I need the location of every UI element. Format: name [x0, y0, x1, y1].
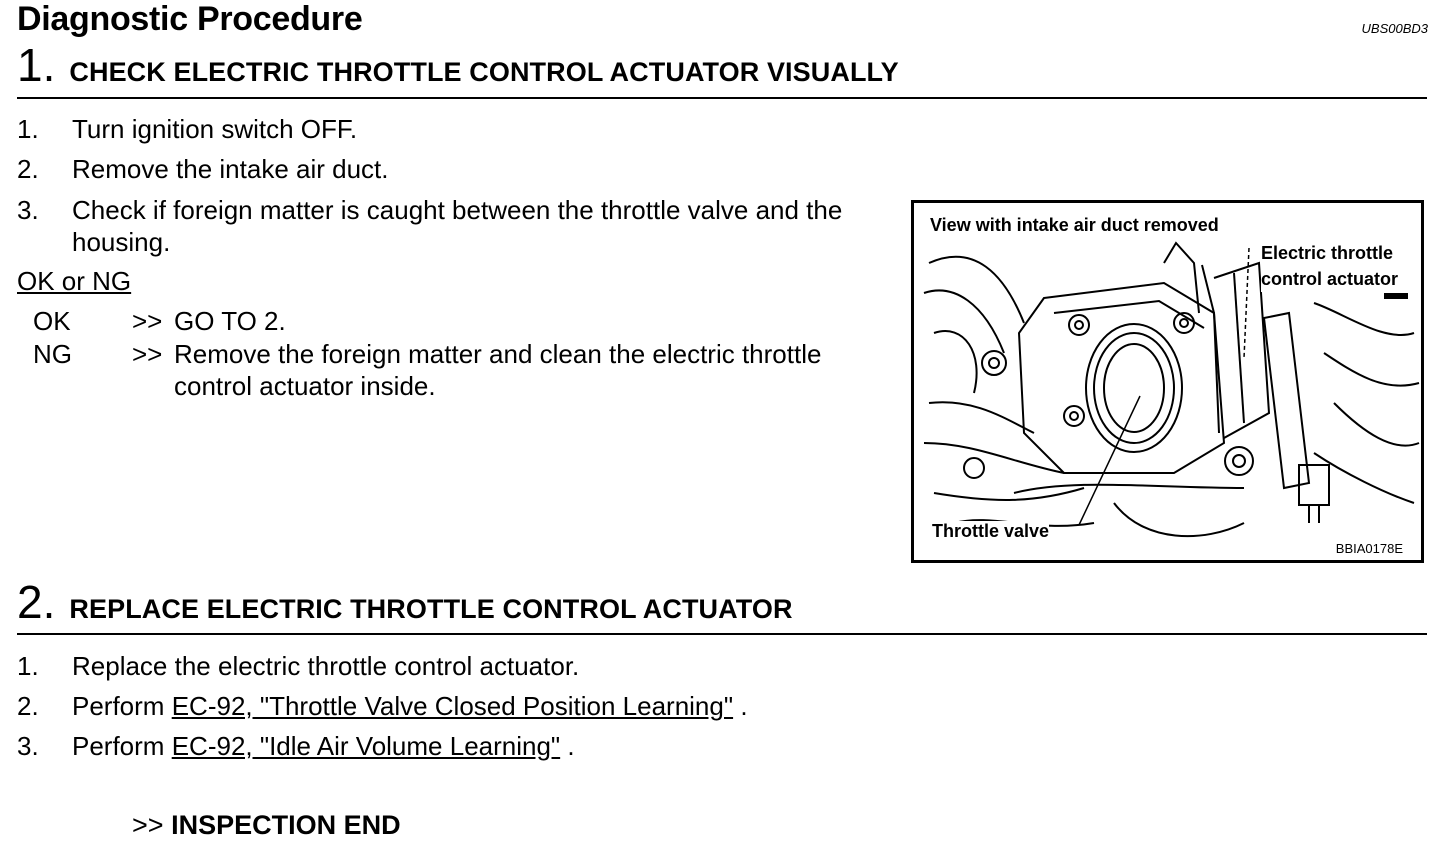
list-item [17, 194, 902, 258]
list-item-text: Check if foreign matter is caught between the throttle valve and the housing. [72, 195, 843, 257]
list-item-number: 2. [17, 691, 39, 721]
divider [17, 97, 1427, 99]
list-item-suffix: . [740, 691, 748, 721]
step-1-number: 1. [17, 39, 56, 91]
list-item-text: Remove the intake air duct. [72, 154, 389, 184]
result-key: NG [33, 339, 72, 369]
result-ok [33, 305, 914, 337]
divider [17, 633, 1427, 635]
result-text: Remove the foreign matter and clean the electric throttle control actuator inside. [174, 339, 822, 401]
figure-code: BBIA0178E [1335, 541, 1403, 556]
list-item-number: 2. [17, 154, 39, 184]
result-arrow: >> [132, 306, 163, 336]
throttle-valve-callout-label: Throttle valve [932, 521, 1050, 541]
throttle-body-illustration [911, 200, 1424, 563]
inspection-end [132, 810, 401, 841]
list-item-text: Turn ignition switch OFF. [72, 114, 358, 144]
list-item-text: Perform [72, 731, 165, 761]
step-2-number: 2. [17, 576, 56, 628]
list-item [17, 690, 748, 722]
figure-caption: View with intake air duct removed [930, 215, 1219, 235]
document-code: UBS00BD3 [1361, 21, 1428, 36]
list-item [17, 730, 575, 762]
step-1-heading [17, 39, 899, 91]
end-text: INSPECTION END [171, 810, 401, 840]
list-item [17, 153, 389, 185]
step-2-heading [17, 576, 793, 628]
list-item-text: Replace the electric throttle control actuator. [72, 651, 580, 681]
ec-92-idle-air-volume-learning-link[interactable]: EC-92, "Idle Air Volume Learning" [171, 731, 561, 761]
page-title: Diagnostic Procedure [17, 0, 363, 38]
list-item-number: 1. [17, 114, 39, 144]
step-1-title: CHECK ELECTRIC THROTTLE CONTROL ACTUATOR VISUALLY [69, 57, 899, 87]
list-item [17, 650, 579, 682]
actuator-callout-label: Electric throttle control actuator [1261, 240, 1411, 292]
end-arrow: >> [132, 810, 164, 840]
ec-92-throttle-valve-closed-position-learning-link[interactable]: EC-92, "Throttle Valve Closed Position Learning" [171, 691, 734, 721]
result-text: GO TO 2. [174, 306, 286, 336]
result-ng [33, 338, 899, 402]
list-item-number: 3. [17, 731, 39, 761]
result-arrow: >> [132, 339, 163, 369]
list-item [17, 113, 357, 145]
result-key: OK [33, 306, 71, 336]
ok-or-ng-label: OK or NG [17, 266, 132, 296]
step-2-title: REPLACE ELECTRIC THROTTLE CONTROL ACTUATOR [69, 594, 793, 624]
list-item-suffix: . [567, 731, 575, 761]
list-item-number: 3. [17, 195, 39, 225]
list-item-text: Perform [72, 691, 165, 721]
list-item-number: 1. [17, 651, 39, 681]
